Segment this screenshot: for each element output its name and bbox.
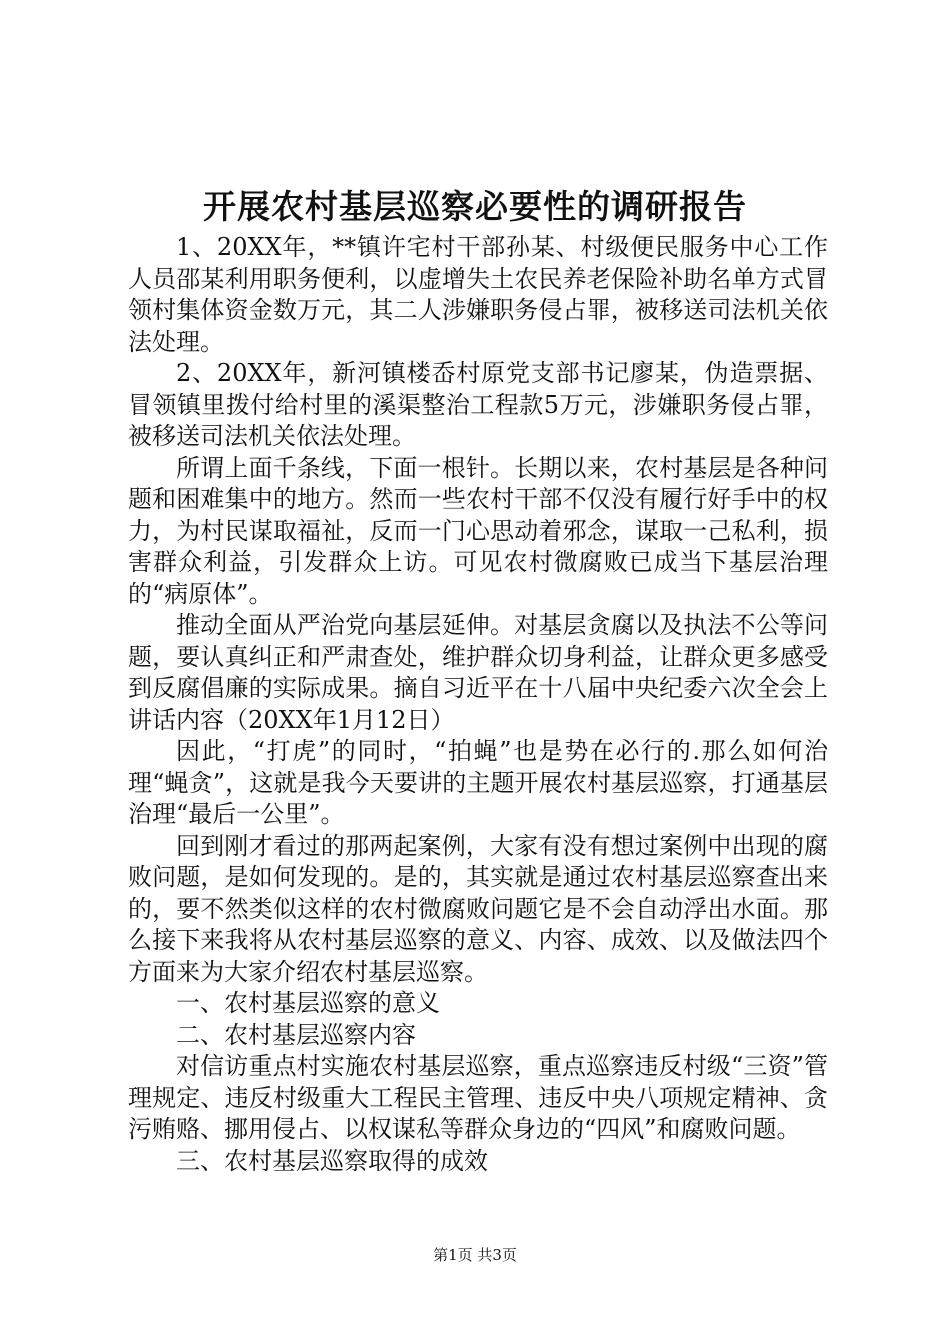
paragraph-topic: 因此，“打虎”的同时，“拍蝇”也是势在必行的.那么如何治理“蝇贪”，这就是我今天要讲的主题开展农村基层巡察，打通基层治理“最后一公里”。 [128,737,828,828]
paragraph-case-1: 1、20XX年，**镇许宅村干部孙某、村级便民服务中心工作人员邵某利用职务便利，以虚增失土农民养老保险补助名单方式冒领村集体资金数万元，其二人涉嫌职务侵占罪，被移送司法机关依法处理。 [128,233,828,356]
paragraph-intro: 回到刚才看过的那两起案例，大家有没有想过案例中出现的腐败问题，是如何发现的。是的，其实就是通过农村基层巡察查出来的，要不然类似这样的农村微腐败问题它是不会自动浮出水面。那么接下来我将从农村基层巡察的意义、内容、成效、以及做法四个方面来为大家介绍农村基层巡察。 [128,831,828,986]
section-heading-1: 一、农村基层巡察的意义 [176,989,440,1017]
paragraph-content: 对信访重点村实施农村基层巡察，重点巡察违反村级“三资”管理规定、违反村级重大工程民主管理、违反中央八项规定精神、贪污贿赂、挪用侵占、以权谋私等群众身边的“四风”和腐败问题。 [128,1052,828,1143]
section-heading-2: 二、农村基层巡察内容 [176,1020,416,1049]
document-title: 开展农村基层巡察必要性的调研报告 [203,187,747,226]
paragraph-quote: 推动全面从严治党向基层延伸。对基层贪腐以及执法不公等问题，要认真纠正和严肃查处，维护群众切身利益，让群众更多感受到反腐倡廉的实际成果。摘自习近平在十八届中央纪委六次全会上讲话内容（20XX年1月12日） [128,611,828,734]
paragraph-case-2: 2、20XX年，新河镇楼岙村原党支部书记廖某，伪造票据、冒领镇里拨付给村里的溪渠整治工程款5万元，涉嫌职务侵占罪，被移送司法机关依法处理。 [128,359,828,450]
page-footer: 第1页 共3页 [433,1246,517,1264]
paragraph-background: 所谓上面千条线，下面一根针。长期以来，农村基层是各种问题和困难集中的地方。然而一些农村干部不仅没有履行好手中的权力，为村民谋取福祉，反而一门心思动着邪念，谋取一己私利，损害群众利益，引发群众上访。可见农村微腐败已成当下基层治理的“病原体”。 [128,453,828,608]
document-body [128,232,828,1177]
section-heading-3: 三、农村基层巡察取得的成效 [176,1146,488,1175]
